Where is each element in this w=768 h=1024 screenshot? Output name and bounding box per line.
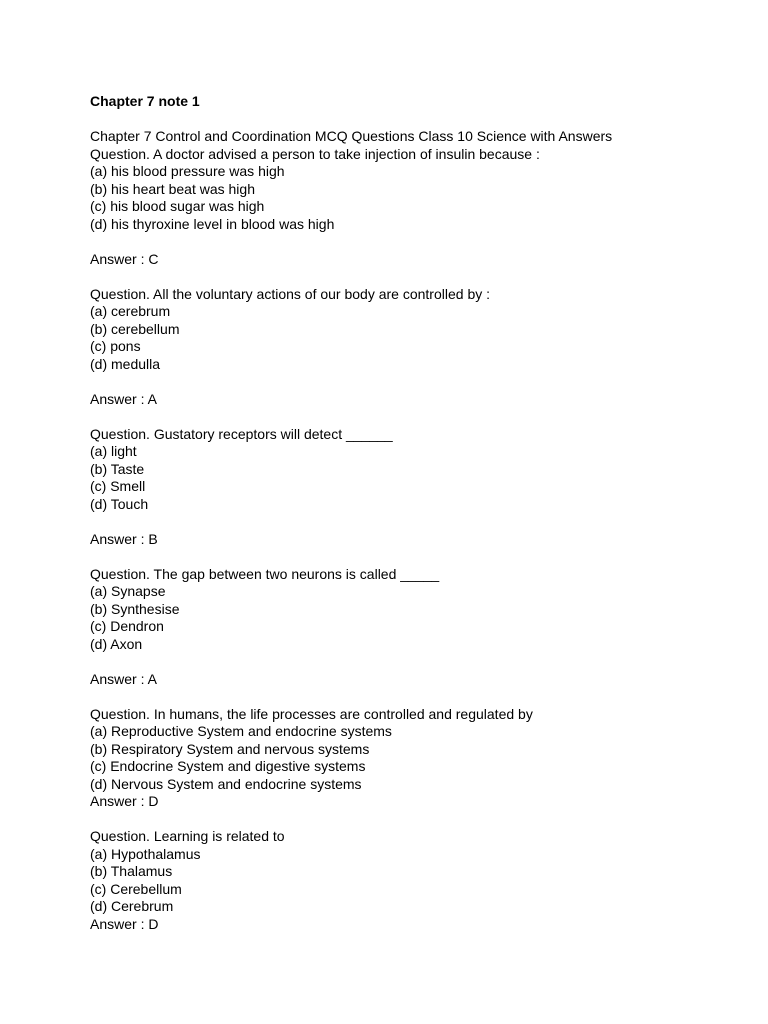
question-text: Question. A doctor advised a person to take injection of insulin because : — [90, 145, 540, 162]
option-a: (a) his blood pressure was high — [90, 163, 285, 179]
option-b: (b) his heart beat was high — [90, 180, 255, 197]
answer-text: Answer : A — [90, 390, 157, 407]
spacer — [90, 111, 730, 129]
document-body — [90, 93, 730, 933]
document-title: Chapter 7 note 1 — [90, 93, 200, 109]
option-b: (b) Synthesise — [90, 600, 180, 617]
option-a: (a) cerebrum — [90, 303, 171, 319]
option-b: (b) Thalamus — [90, 863, 173, 879]
document-intro: Chapter 7 Control and Coordination MCQ Questions Class 10 Science with Answers — [90, 128, 613, 144]
answer-text: Answer : D — [90, 915, 159, 932]
question-text: Question. Learning is related to — [90, 828, 285, 844]
option-c: (c) pons — [90, 338, 141, 354]
option-d: (d) Nervous System and endocrine systems — [90, 775, 362, 792]
answer-text: Answer : B — [90, 530, 158, 547]
answer-text: Answer : D — [90, 793, 159, 809]
spacer — [90, 548, 730, 566]
option-b: (b) cerebellum — [90, 320, 180, 337]
option-d: (d) Cerebrum — [90, 898, 174, 914]
option-a: (a) Hypothalamus — [90, 845, 201, 862]
option-c: (c) Endocrine System and digestive systems — [90, 758, 366, 774]
option-d: (d) Axon — [90, 635, 143, 652]
option-a: (a) light — [90, 443, 137, 459]
option-b: (b) Respiratory System and nervous systems — [90, 740, 370, 757]
question-text: Question. Gustatory receptors will detect ______ — [90, 425, 393, 442]
spacer — [90, 408, 730, 426]
option-a: (a) Reproductive System and endocrine systems — [90, 723, 392, 739]
spacer — [90, 688, 730, 706]
spacer — [90, 811, 730, 829]
option-d: (d) Touch — [90, 495, 149, 512]
option-b: (b) Taste — [90, 460, 145, 477]
spacer — [90, 268, 730, 286]
spacer — [90, 513, 730, 531]
question-text: Question. In humans, the life processes are controlled and regulated by — [90, 705, 533, 722]
option-c: (c) his blood sugar was high — [90, 198, 265, 214]
option-c: (c) Smell — [90, 478, 146, 494]
answer-text: Answer : A — [90, 670, 157, 687]
spacer — [90, 653, 730, 671]
answer-text: Answer : C — [90, 250, 159, 267]
option-d: (d) medulla — [90, 355, 161, 372]
question-text: Question. All the voluntary actions of our body are controlled by : — [90, 285, 491, 302]
option-c: (c) Cerebellum — [90, 880, 182, 897]
option-d: (d) his thyroxine level in blood was high — [90, 215, 335, 232]
option-a: (a) Synapse — [90, 583, 166, 599]
spacer — [90, 373, 730, 391]
option-c: (c) Dendron — [90, 618, 164, 634]
spacer — [90, 233, 730, 251]
question-text: Question. The gap between two neurons is called _____ — [90, 565, 440, 582]
